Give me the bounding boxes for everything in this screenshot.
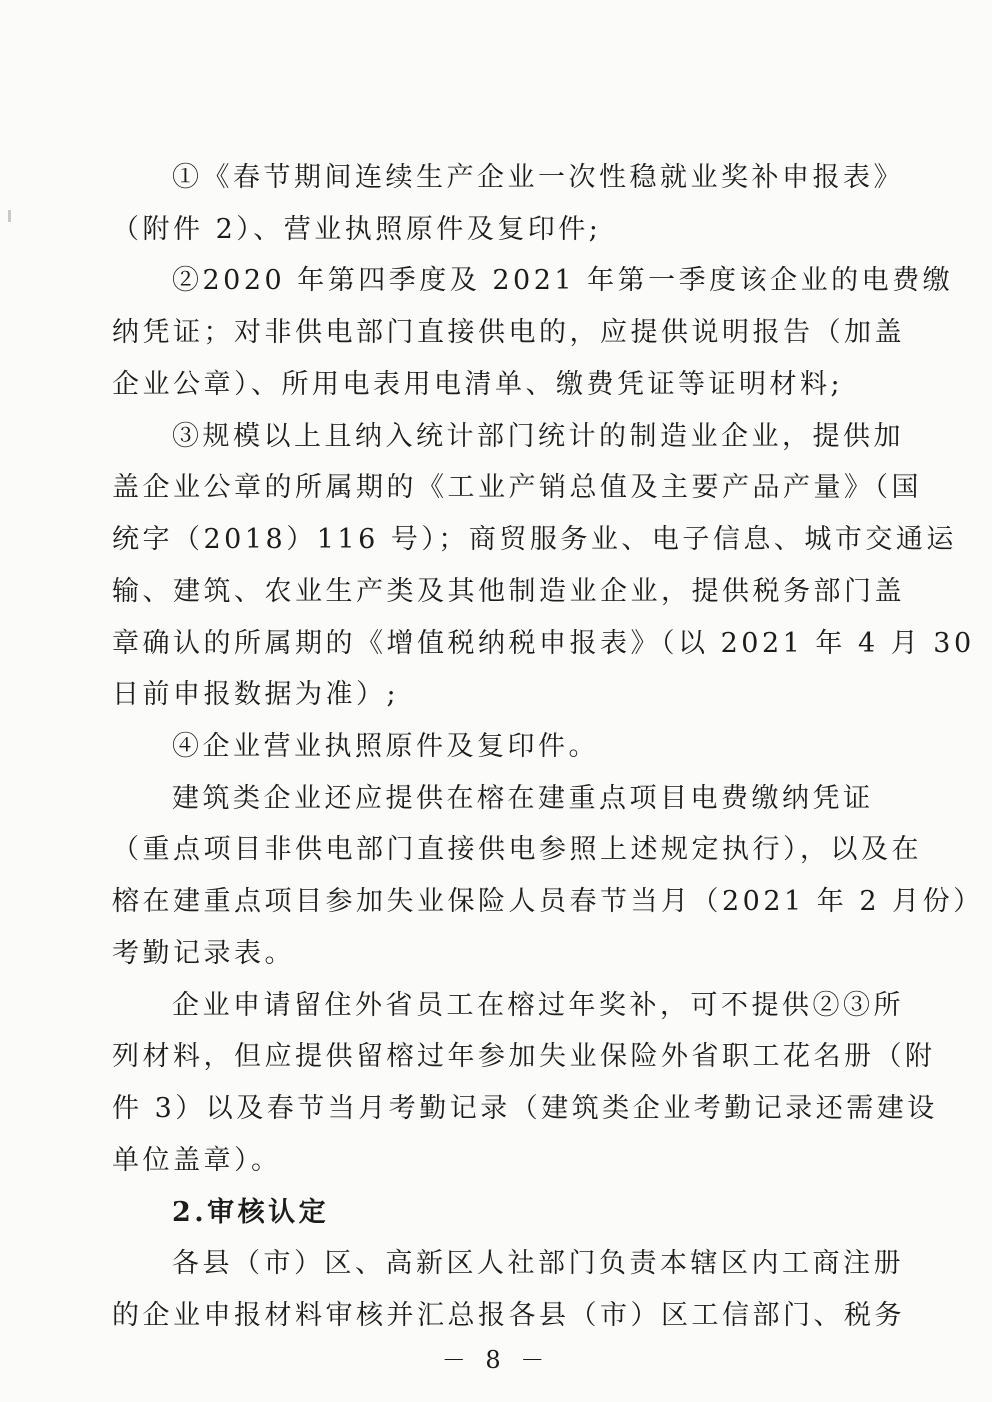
paragraph-line: 的企业申报材料审核并汇总报各县（市）区工信部门、税务 — [112, 1300, 905, 1331]
paragraph-line: 企业申请留住外省员工在榕过年奖补，可不提供②③所 — [172, 990, 904, 1021]
paragraph-line: 各县（市）区、高新区人社部门负责本辖区内工商注册 — [172, 1248, 904, 1279]
paragraph-line: ②2020 年第四季度及 2021 年第一季度该企业的电费缴 — [172, 265, 954, 296]
paragraph-line: ①《春节期间连续生产企业一次性稳就业奖补申报表》 — [172, 162, 904, 193]
paragraph-line: 列材料，但应提供留榕过年参加失业保险外省职工花名册（附 — [112, 1041, 936, 1072]
paragraph-line: 盖企业公章的所属期的《工业产销总值及主要产品产量》（国 — [112, 472, 922, 503]
page-number: － 8 － — [441, 1346, 551, 1374]
paragraph-line: （附件 2）、营业执照原件及复印件; — [112, 214, 602, 245]
paragraph-line: 统字（2018）116 号）；商贸服务业、电子信息、城市交通运 — [112, 524, 957, 555]
paragraph-line: （重点项目非供电部门直接供电参照上述规定执行），以及在 — [112, 834, 922, 865]
paragraph-line: 榕在建重点项目参加失业保险人员春节当月（2021 年 2 月份） — [112, 886, 984, 917]
paragraph-line: 单位盖章）。 — [112, 1145, 282, 1176]
paragraph-line: 考勤记录表。 — [112, 938, 295, 969]
paragraph-line: 纳凭证；对非供电部门直接供电的，应提供说明报告（加盖 — [112, 317, 905, 348]
paragraph-line: 章确认的所属期的《增值税纳税申报表》（以 2021 年 4 月 30 — [112, 628, 975, 659]
paragraph-line: 输、建筑、农业生产类及其他制造业企业，提供税务部门盖 — [112, 576, 905, 607]
section-heading: 2.审核认定 — [172, 1197, 330, 1228]
scan-mark — [8, 210, 11, 222]
paragraph-line: 建筑类企业还应提供在榕在建重点项目电费缴纳凭证 — [172, 783, 874, 814]
paragraph-line: 企业公章）、所用电表用电清单、缴费凭证等证明材料; — [112, 369, 844, 400]
paragraph-line: 件 3）以及春节当月考勤记录（建筑类企业考勤记录还需建设 — [112, 1093, 938, 1124]
paragraph-line: ③规模以上且纳入统计部门统计的制造业企业，提供加 — [172, 421, 904, 452]
paragraph-line: ④企业营业执照原件及复印件。 — [172, 731, 599, 762]
paragraph-line: 日前申报数据为准）; — [112, 679, 400, 710]
